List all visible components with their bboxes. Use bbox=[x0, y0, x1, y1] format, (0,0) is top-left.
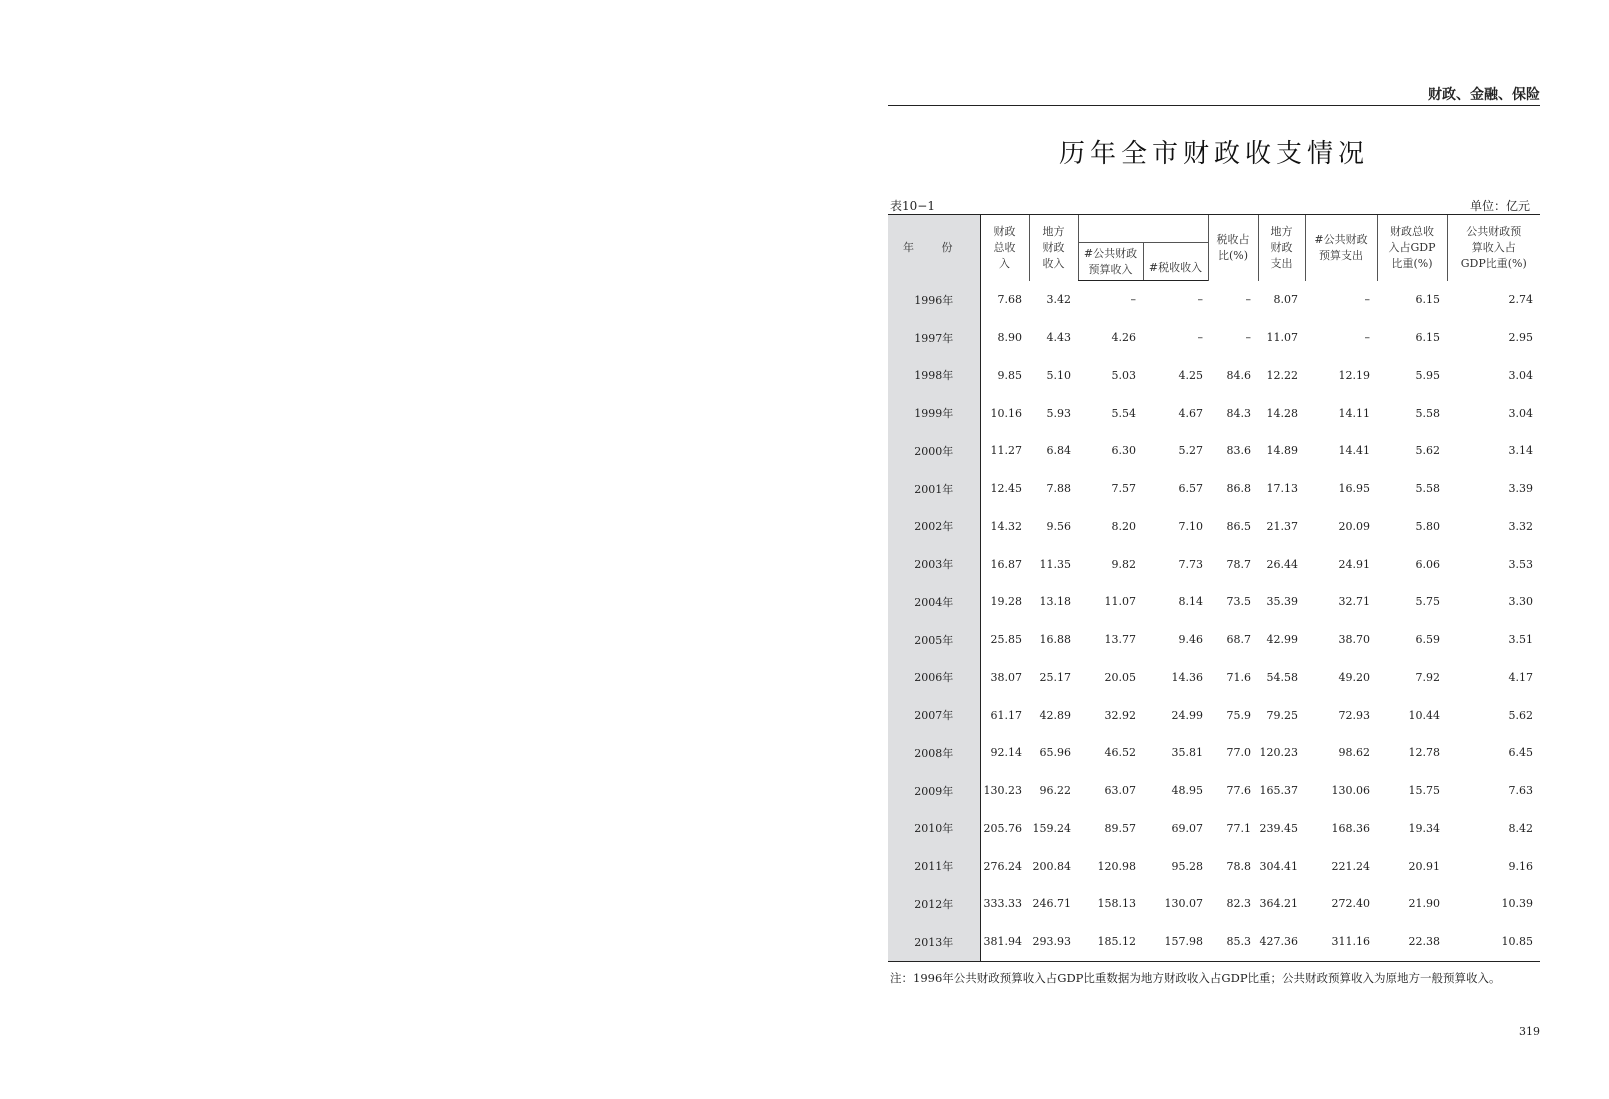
cell-revenue-gdp: 21.90 bbox=[1408, 897, 1440, 911]
unit-label: 单位：亿元 bbox=[1469, 199, 1530, 213]
cell-tax-share: 77.0 bbox=[1226, 746, 1251, 760]
cell-tax-share: 82.3 bbox=[1226, 897, 1251, 911]
cell-tax-revenue: 130.07 bbox=[1164, 897, 1203, 911]
table-row bbox=[888, 847, 1540, 885]
cell-public-budget-expenditure: 24.91 bbox=[1338, 557, 1370, 571]
cell-total-revenue: 276.24 bbox=[983, 859, 1022, 873]
cell-year: 2011年 bbox=[888, 847, 980, 885]
header-tax-share bbox=[1208, 215, 1258, 281]
table-row bbox=[888, 319, 1540, 357]
cell-public-revenue-gdp: 10.39 bbox=[1501, 897, 1533, 911]
cell-total-revenue: 8.90 bbox=[997, 331, 1022, 345]
cell-public-budget-expenditure: 32.71 bbox=[1338, 595, 1370, 609]
cell-public-budget-expenditure: 49.20 bbox=[1338, 670, 1370, 684]
cell-public-budget-expenditure: 20.09 bbox=[1338, 519, 1370, 533]
cell-public-revenue-gdp: 9.16 bbox=[1508, 859, 1533, 873]
cell-year: 1997年 bbox=[888, 319, 980, 357]
cell-local-expenditure: 427.36 bbox=[1258, 923, 1305, 961]
table-row bbox=[888, 810, 1540, 848]
cell-public-budget-expenditure: 16.95 bbox=[1338, 482, 1370, 496]
cell-local-revenue: 13.18 bbox=[1039, 595, 1071, 609]
cell-public-budget-revenue: 89.57 bbox=[1104, 821, 1136, 835]
cell-tax-revenue: 95.28 bbox=[1171, 859, 1203, 873]
cell-tax-share: – bbox=[1245, 331, 1251, 345]
table-note: 注：1996年公共财政预算收入占GDP比重数据为地方财政收入占GDP比重；公共财政预算收入为原地方一般预算收入。 bbox=[890, 971, 1501, 985]
cell-tax-revenue: 7.10 bbox=[1178, 519, 1203, 533]
cell-total-revenue: 12.45 bbox=[990, 482, 1022, 496]
cell-tax-revenue: 4.67 bbox=[1178, 406, 1203, 420]
cell-tax-revenue: 4.25 bbox=[1178, 368, 1203, 382]
cell-total-revenue: 10.16 bbox=[990, 406, 1022, 420]
cell-local-revenue: 11.35 bbox=[1039, 557, 1071, 571]
cell-tax-share: 84.6 bbox=[1226, 368, 1251, 382]
header-local-revenue bbox=[1029, 215, 1078, 281]
table-row bbox=[888, 357, 1540, 395]
cell-local-expenditure: 14.89 bbox=[1266, 444, 1298, 458]
cell-local-revenue: 246.71 bbox=[1032, 897, 1071, 911]
cell-year: 2005年 bbox=[888, 621, 980, 659]
cell-local-revenue: 4.43 bbox=[1046, 331, 1071, 345]
cell-local-revenue: 293.93 bbox=[1029, 923, 1078, 961]
cell-public-budget-revenue: 120.98 bbox=[1097, 859, 1136, 873]
cell-revenue-gdp: 22.38 bbox=[1377, 923, 1447, 961]
cell-tax-revenue: 48.95 bbox=[1171, 784, 1203, 798]
cell-total-revenue: 11.27 bbox=[990, 444, 1022, 458]
cell-total-revenue: 130.23 bbox=[983, 784, 1022, 798]
header-tax-revenue: #税收收入 bbox=[1143, 243, 1208, 281]
header-public-revenue-gdp-label: 公共财政预 算收入占 GDP比重(%) bbox=[1460, 224, 1527, 270]
header-total-revenue bbox=[980, 215, 1029, 281]
cell-public-budget-expenditure: 272.40 bbox=[1331, 897, 1370, 911]
table-row bbox=[888, 734, 1540, 772]
cell-public-revenue-gdp: 10.85 bbox=[1447, 923, 1540, 961]
cell-tax-share: 86.8 bbox=[1226, 482, 1251, 496]
cell-local-revenue: 159.24 bbox=[1032, 821, 1071, 835]
cell-tax-revenue: 35.81 bbox=[1171, 746, 1203, 760]
cell-local-revenue: 65.96 bbox=[1039, 746, 1071, 760]
cell-total-revenue: 16.87 bbox=[990, 557, 1022, 571]
cell-local-revenue: 25.17 bbox=[1039, 670, 1071, 684]
cell-public-revenue-gdp: 2.74 bbox=[1508, 293, 1533, 307]
header-public-revenue-gdp bbox=[1447, 215, 1540, 281]
cell-tax-share: 78.7 bbox=[1226, 557, 1251, 571]
table-row bbox=[888, 432, 1540, 470]
cell-local-revenue: 5.93 bbox=[1046, 406, 1071, 420]
cell-year: 1996年 bbox=[888, 281, 980, 319]
cell-local-revenue: 200.84 bbox=[1032, 859, 1071, 873]
cell-tax-revenue: 69.07 bbox=[1171, 821, 1203, 835]
cell-public-revenue-gdp: 3.30 bbox=[1508, 595, 1533, 609]
cell-local-expenditure: 21.37 bbox=[1266, 519, 1298, 533]
cell-revenue-gdp: 5.58 bbox=[1415, 482, 1440, 496]
cell-revenue-gdp: 5.75 bbox=[1415, 595, 1440, 609]
cell-tax-revenue: – bbox=[1197, 331, 1203, 345]
cell-public-budget-revenue: 46.52 bbox=[1104, 746, 1136, 760]
cell-total-revenue: 333.33 bbox=[983, 897, 1022, 911]
cell-public-budget-expenditure: 12.19 bbox=[1338, 368, 1370, 382]
cell-public-revenue-gdp: 3.39 bbox=[1508, 482, 1533, 496]
cell-tax-revenue: 7.73 bbox=[1178, 557, 1203, 571]
cell-public-budget-expenditure: 72.93 bbox=[1338, 708, 1370, 722]
cell-public-revenue-gdp: 3.32 bbox=[1508, 519, 1533, 533]
cell-public-budget-expenditure: 130.06 bbox=[1331, 784, 1370, 798]
cell-public-revenue-gdp: 3.14 bbox=[1508, 444, 1533, 458]
table-row bbox=[888, 621, 1540, 659]
cell-total-revenue: 38.07 bbox=[990, 670, 1022, 684]
cell-revenue-gdp: 6.06 bbox=[1415, 557, 1440, 571]
section-title: 财政、金融、保险 bbox=[1428, 87, 1540, 103]
cell-public-revenue-gdp: 2.95 bbox=[1508, 331, 1533, 345]
header-public-budget-expenditure-label: #公共财政 预算支出 bbox=[1314, 232, 1368, 262]
cell-total-revenue: 381.94 bbox=[980, 923, 1029, 961]
cell-tax-share: 73.5 bbox=[1226, 595, 1251, 609]
cell-local-expenditure: 26.44 bbox=[1266, 557, 1298, 571]
header-revenue-gdp bbox=[1377, 215, 1447, 281]
cell-local-expenditure: 304.41 bbox=[1259, 859, 1298, 873]
cell-public-budget-expenditure: – bbox=[1364, 293, 1370, 307]
cell-local-revenue: 96.22 bbox=[1039, 784, 1071, 798]
table-header bbox=[888, 215, 1540, 281]
page-title: 历年全市财政收支情况 bbox=[1058, 139, 1369, 169]
cell-public-budget-expenditure: 38.70 bbox=[1338, 633, 1370, 647]
cell-year: 2006年 bbox=[888, 659, 980, 697]
header-revenue-gdp-label: 财政总收 入占GDP 比重(%) bbox=[1388, 224, 1436, 270]
cell-revenue-gdp: 12.78 bbox=[1408, 746, 1440, 760]
cell-year: 2002年 bbox=[888, 508, 980, 546]
cell-year: 1999年 bbox=[888, 394, 980, 432]
table-number: 表10−1 bbox=[890, 199, 935, 213]
cell-local-revenue: 6.84 bbox=[1046, 444, 1071, 458]
table-row bbox=[888, 885, 1540, 923]
cell-revenue-gdp: 6.59 bbox=[1415, 633, 1440, 647]
cell-total-revenue: 205.76 bbox=[983, 821, 1022, 835]
cell-public-revenue-gdp: 3.04 bbox=[1508, 368, 1533, 382]
table-row bbox=[888, 394, 1540, 432]
page-number: 319 bbox=[1519, 1025, 1540, 1038]
table-row bbox=[888, 545, 1540, 583]
cell-public-budget-revenue: 8.20 bbox=[1111, 519, 1136, 533]
cell-total-revenue: 19.28 bbox=[990, 595, 1022, 609]
cell-public-budget-revenue: 5.54 bbox=[1111, 406, 1136, 420]
cell-public-budget-revenue: 7.57 bbox=[1111, 482, 1136, 496]
cell-public-budget-revenue: 32.92 bbox=[1104, 708, 1136, 722]
cell-year: 2010年 bbox=[888, 810, 980, 848]
header-public-budget-revenue-label: #公共财政 预算收入 bbox=[1083, 246, 1138, 276]
cell-public-budget-expenditure: 221.24 bbox=[1331, 859, 1370, 873]
header-local-expenditure bbox=[1258, 215, 1305, 281]
cell-tax-share: 77.1 bbox=[1226, 821, 1251, 835]
cell-public-revenue-gdp: 3.53 bbox=[1508, 557, 1533, 571]
header-total-revenue-label: 财政 总收 入 bbox=[993, 224, 1016, 270]
table-row bbox=[888, 508, 1540, 546]
cell-tax-share: 83.6 bbox=[1226, 444, 1251, 458]
header-rule bbox=[888, 105, 1540, 106]
cell-public-revenue-gdp: 5.62 bbox=[1508, 708, 1533, 722]
cell-public-revenue-gdp: 8.42 bbox=[1508, 821, 1533, 835]
cell-total-revenue: 25.85 bbox=[990, 633, 1022, 647]
table-row bbox=[888, 772, 1540, 810]
cell-total-revenue: 61.17 bbox=[990, 708, 1022, 722]
cell-revenue-gdp: 5.62 bbox=[1415, 444, 1440, 458]
header-public-budget-revenue bbox=[1078, 243, 1143, 281]
cell-public-budget-expenditure: – bbox=[1364, 331, 1370, 345]
cell-public-budget-expenditure: 14.11 bbox=[1338, 406, 1370, 420]
cell-public-budget-revenue: 63.07 bbox=[1104, 784, 1136, 798]
cell-tax-share: 85.3 bbox=[1208, 923, 1258, 961]
cell-public-budget-revenue: 20.05 bbox=[1104, 670, 1136, 684]
cell-public-budget-revenue: – bbox=[1130, 293, 1136, 307]
header-year: 年 份 bbox=[888, 215, 980, 281]
cell-year: 2004年 bbox=[888, 583, 980, 621]
cell-public-budget-revenue: 5.03 bbox=[1111, 368, 1136, 382]
cell-revenue-gdp: 7.92 bbox=[1415, 670, 1440, 684]
cell-revenue-gdp: 19.34 bbox=[1408, 821, 1440, 835]
cell-public-budget-expenditure: 311.16 bbox=[1305, 923, 1377, 961]
cell-tax-share: 71.6 bbox=[1226, 670, 1251, 684]
cell-local-expenditure: 364.21 bbox=[1259, 897, 1298, 911]
cell-public-budget-expenditure: 14.41 bbox=[1338, 444, 1370, 458]
fiscal-table bbox=[888, 214, 1540, 962]
cell-year: 2001年 bbox=[888, 470, 980, 508]
cell-local-expenditure: 42.99 bbox=[1266, 633, 1298, 647]
cell-public-revenue-gdp: 3.51 bbox=[1508, 633, 1533, 647]
table-row bbox=[888, 470, 1540, 508]
cell-tax-revenue: 9.46 bbox=[1178, 633, 1203, 647]
cell-total-revenue: 14.32 bbox=[990, 519, 1022, 533]
cell-public-revenue-gdp: 6.45 bbox=[1508, 746, 1533, 760]
header-public-budget-expenditure bbox=[1305, 215, 1377, 281]
table-row bbox=[888, 696, 1540, 734]
cell-public-budget-revenue: 158.13 bbox=[1097, 897, 1136, 911]
cell-tax-revenue: – bbox=[1197, 293, 1203, 307]
cell-local-expenditure: 165.37 bbox=[1259, 784, 1298, 798]
cell-public-budget-revenue: 4.26 bbox=[1111, 331, 1136, 345]
cell-public-budget-expenditure: 98.62 bbox=[1338, 746, 1370, 760]
cell-local-expenditure: 12.22 bbox=[1266, 368, 1298, 382]
header-group-spacer bbox=[1078, 215, 1208, 243]
cell-local-revenue: 9.56 bbox=[1046, 519, 1071, 533]
header-tax-share-label: 税收占 比(%) bbox=[1216, 232, 1250, 262]
cell-tax-share: – bbox=[1245, 293, 1251, 307]
cell-local-expenditure: 14.28 bbox=[1266, 406, 1298, 420]
cell-tax-share: 77.6 bbox=[1226, 784, 1251, 798]
cell-public-budget-revenue: 13.77 bbox=[1104, 633, 1136, 647]
cell-revenue-gdp: 5.80 bbox=[1415, 519, 1440, 533]
cell-public-revenue-gdp: 3.04 bbox=[1508, 406, 1533, 420]
table-body bbox=[888, 281, 1540, 962]
cell-year: 2012年 bbox=[888, 885, 980, 923]
cell-tax-share: 86.5 bbox=[1226, 519, 1251, 533]
cell-tax-share: 84.3 bbox=[1226, 406, 1251, 420]
table-row bbox=[888, 281, 1540, 319]
cell-tax-revenue: 6.57 bbox=[1178, 482, 1203, 496]
cell-local-revenue: 16.88 bbox=[1039, 633, 1071, 647]
cell-public-revenue-gdp: 4.17 bbox=[1508, 670, 1533, 684]
cell-public-budget-revenue: 6.30 bbox=[1111, 444, 1136, 458]
cell-revenue-gdp: 5.58 bbox=[1415, 406, 1440, 420]
cell-year: 1998年 bbox=[888, 357, 980, 395]
cell-public-budget-revenue: 11.07 bbox=[1104, 595, 1136, 609]
cell-local-revenue: 42.89 bbox=[1039, 708, 1071, 722]
cell-public-budget-expenditure: 168.36 bbox=[1331, 821, 1370, 835]
cell-local-expenditure: 79.25 bbox=[1266, 708, 1298, 722]
cell-local-expenditure: 239.45 bbox=[1259, 821, 1298, 835]
cell-year: 2009年 bbox=[888, 772, 980, 810]
cell-revenue-gdp: 6.15 bbox=[1415, 331, 1440, 345]
cell-tax-revenue: 8.14 bbox=[1178, 595, 1203, 609]
table-row bbox=[888, 659, 1540, 697]
cell-local-expenditure: 35.39 bbox=[1266, 595, 1298, 609]
cell-public-revenue-gdp: 7.63 bbox=[1508, 784, 1533, 798]
cell-total-revenue: 7.68 bbox=[997, 293, 1022, 307]
cell-tax-share: 68.7 bbox=[1226, 633, 1251, 647]
cell-tax-revenue: 14.36 bbox=[1171, 670, 1203, 684]
table-row bbox=[888, 923, 1540, 961]
cell-tax-revenue: 157.98 bbox=[1143, 923, 1208, 961]
cell-year: 2007年 bbox=[888, 696, 980, 734]
cell-revenue-gdp: 15.75 bbox=[1408, 784, 1440, 798]
cell-year: 2013年 bbox=[888, 923, 980, 961]
cell-local-expenditure: 54.58 bbox=[1266, 670, 1298, 684]
cell-total-revenue: 9.85 bbox=[997, 368, 1022, 382]
cell-tax-revenue: 24.99 bbox=[1171, 708, 1203, 722]
cell-local-revenue: 7.88 bbox=[1046, 482, 1071, 496]
cell-revenue-gdp: 6.15 bbox=[1415, 293, 1440, 307]
cell-public-budget-revenue: 9.82 bbox=[1111, 557, 1136, 571]
cell-revenue-gdp: 20.91 bbox=[1408, 859, 1440, 873]
cell-revenue-gdp: 10.44 bbox=[1408, 708, 1440, 722]
cell-total-revenue: 92.14 bbox=[990, 746, 1022, 760]
header-local-revenue-label: 地方 财政 收入 bbox=[1042, 224, 1065, 270]
cell-tax-share: 78.8 bbox=[1226, 859, 1251, 873]
header-local-expenditure-label: 地方 财政 支出 bbox=[1270, 224, 1293, 270]
cell-local-expenditure: 8.07 bbox=[1273, 293, 1298, 307]
cell-local-expenditure: 11.07 bbox=[1266, 331, 1298, 345]
cell-local-expenditure: 17.13 bbox=[1266, 482, 1298, 496]
cell-revenue-gdp: 5.95 bbox=[1415, 368, 1440, 382]
cell-year: 2008年 bbox=[888, 734, 980, 772]
cell-tax-revenue: 5.27 bbox=[1178, 444, 1203, 458]
cell-year: 2003年 bbox=[888, 545, 980, 583]
cell-local-expenditure: 120.23 bbox=[1259, 746, 1298, 760]
cell-year: 2000年 bbox=[888, 432, 980, 470]
cell-local-revenue: 3.42 bbox=[1046, 293, 1071, 307]
table-row bbox=[888, 583, 1540, 621]
cell-tax-share: 75.9 bbox=[1226, 708, 1251, 722]
cell-public-budget-revenue: 185.12 bbox=[1078, 923, 1143, 961]
cell-local-revenue: 5.10 bbox=[1046, 368, 1071, 382]
